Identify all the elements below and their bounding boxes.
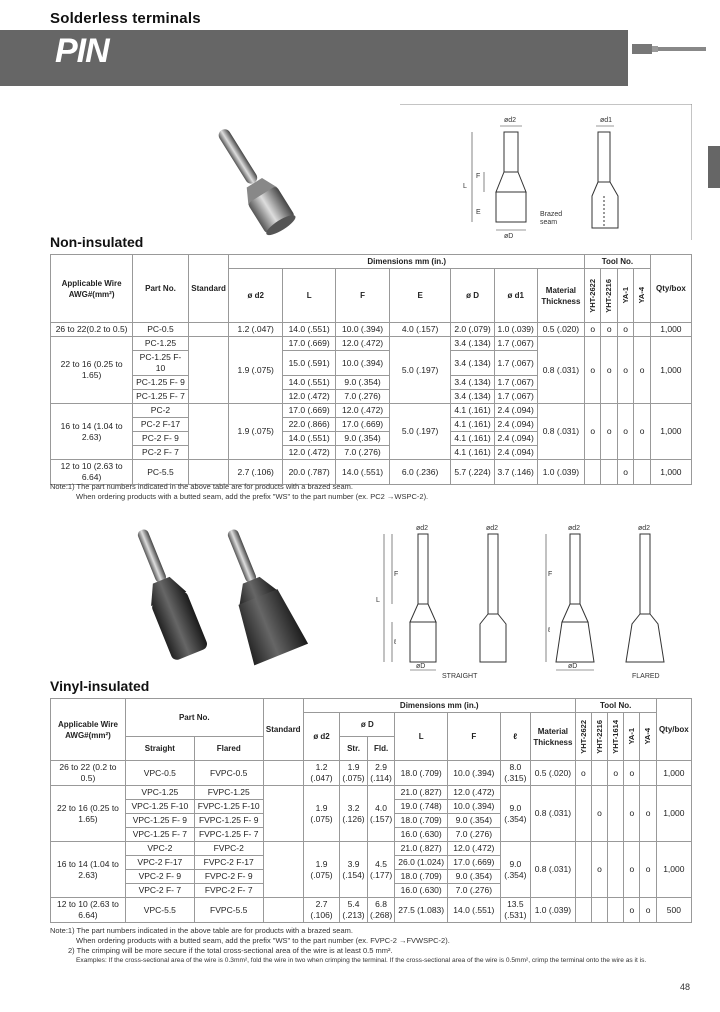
tool-header: YHT-2216 <box>604 278 614 313</box>
header-subtitle: Solderless terminals <box>50 10 201 27</box>
col-flared: Flared <box>194 737 263 761</box>
table-row: VPC-1.25 F- 9 FVPC-1.25 F- 9 18.0 (.709) 9.0 (.354) <box>51 814 692 828</box>
table-row: 16 to 14 (1.04 to 2.63) VPC-2 FVPC-2 1.9 (.075) 3.9 (.154) 4.5 (.177) 21.0 (.827) 12.0 (.472) 9.0 (.354) 0.8 (.031) o o o 1,000 <box>51 842 692 856</box>
table-row: 26 to 22(0.2 to 0.5) PC-0.5 1.2 (.047) 14.0 (.551) 10.0 (.394) 4.0 (.157) 2.0 (.079) 1.0 (.039) 0.5 (.020) o o o 1,000 <box>51 323 692 337</box>
col-f: F <box>336 269 389 323</box>
tool-header: YA-4 <box>643 728 653 745</box>
tool-header: YA-1 <box>620 287 630 304</box>
table-row: 22 to 16 (0.25 to 1.65) VPC-1.25 FVPC-1.25 1.9 (.075) 3.2 (.126) 4.0 (.157) 21.0 (.827) 12.0 (.472) 9.0 (.354) 0.8 (.031) o o o 1,000 <box>51 786 692 800</box>
tool-header: YHT-2622 <box>578 719 588 754</box>
non-insulated-table <box>50 254 692 485</box>
table-row: VPC-1.25 F- 7 FVPC-1.25 F- 7 16.0 (.630) 7.0 (.276) <box>51 828 692 842</box>
vlabel-l: L <box>376 597 380 604</box>
col-d2: ø d2 <box>303 713 339 761</box>
non-insulated-dimension-diagram <box>400 104 692 240</box>
col-material: Material Thickness <box>537 269 584 323</box>
table-row: VPC-2 F-17 FVPC-2 F-17 26.0 (1.024) 17.0 (.669) <box>51 856 692 870</box>
tool-header: YA-1 <box>627 728 637 745</box>
vinyl-insulated-terminal-photo <box>110 524 320 674</box>
vinyl-insulated-title: Vinyl-insulated <box>50 678 150 694</box>
section-side-tab <box>708 146 720 188</box>
vlabel-d2: ød2 <box>638 525 651 532</box>
vlabel-lengthl: ℓ <box>548 627 551 634</box>
table-row: 26 to 22 (0.2 to 0.5) VPC-0.5 FVPC-0.5 1.2 (.047) 1.9 (.075) 2.9 (.114) 18.0 (.709) 10.0 (.394) 8.0 (.315) 0.5 (.020) o o o 1,000 <box>51 761 692 786</box>
label-f: F <box>476 173 481 180</box>
col-lengthl: ℓ <box>500 713 530 761</box>
note-line: Note:1) The part numbers indicated in the above table are for products with a brazed seam. <box>50 926 353 935</box>
col-l: L <box>395 713 448 761</box>
vlabel-d: øD <box>568 663 578 670</box>
col-str: Str. <box>340 737 368 761</box>
pin-terminal-icon <box>632 42 708 56</box>
col-tool: Tool No. <box>585 255 651 269</box>
col-wire: Applicable Wire AWG#(mm²) <box>51 255 133 323</box>
col-d: ø D <box>340 713 395 737</box>
table-row: 16 to 14 (1.04 to 2.63) PC-2 1.9 (.075) 17.0 (.669) 12.0 (.472) 5.0 (.197) 4.1 (.161) 2.4 (.094) 0.8 (.031) o o o o 1,000 <box>51 404 692 418</box>
label-d2: ød2 <box>504 117 517 124</box>
note-line: When ordering products with a butted seam, add the prefix "WS" to the part number (ex. PC2 →WSPC-2). <box>76 492 429 501</box>
table-row: VPC-2 F- 7 FVPC-2 F- 7 16.0 (.630) 7.0 (.276) <box>51 884 692 898</box>
table-row: 12 to 10 (2.63 to 6.64) PC-5.5 2.7 (.106) 20.0 (.787) 14.0 (.551) 6.0 (.236) 5.7 (.224) 3.7 (.146) 1.0 (.039) o 1,000 <box>51 460 692 485</box>
note-line: When ordering products with a butted seam, add the prefix "WS" to the part number (ex. FVPC-2 →FVWSPC-2). <box>76 936 450 945</box>
col-material: Material Thickness <box>531 713 576 761</box>
tool-header: YHT-2622 <box>588 278 598 313</box>
col-straight: Straight <box>125 737 194 761</box>
vinyl-insulated-table <box>50 698 692 923</box>
table-row: 12 to 10 (2.63 to 6.64) VPC-5.5 FVPC-5.5 2.7 (.106) 5.4 (.213) 6.8 (.268) 27.5 (1.083) 14.0 (.551) 13.5 (.531) 1.0 (.039) o o 500 <box>51 898 692 923</box>
label-seam: seam <box>540 219 558 226</box>
vlabel-f: F <box>394 571 399 578</box>
col-d2: ø d2 <box>229 269 282 323</box>
label-d1: ød1 <box>600 117 613 124</box>
vinyl-insulated-notes <box>50 926 646 966</box>
page-title: PIN <box>55 32 109 70</box>
col-e: E <box>389 269 451 323</box>
col-d: ø D <box>451 269 494 323</box>
table-row: 22 to 16 (0.25 to 1.65) PC-1.25 1.9 (.075) 17.0 (.669) 12.0 (.472) 5.0 (.197) 3.4 (.134) 1.7 (.067) 0.8 (.031) o o o o 1,000 <box>51 337 692 351</box>
label-l: L <box>463 183 467 190</box>
non-insulated-terminal-photo <box>200 120 310 240</box>
table-row: PC-1.25 F- 7 12.0 (.472) 7.0 (.276) 3.4 (.134) 1.7 (.067) <box>51 390 692 404</box>
note-line: Note:1) The part numbers indicated in the above table are for products with a brazed seam. <box>50 482 353 491</box>
col-tool: Tool No. <box>575 699 656 713</box>
note-line: Examples: If the cross-sectional area of the wire is 0.3mm², fold the wire in two when crimping the terminal. If the cross-sectional area of the wire is 0.5mm², crimp the terminal onto the wire as it is. <box>76 957 647 964</box>
table-row: VPC-2 F- 9 FVPC-2 F- 9 18.0 (.709) 9.0 (.354) <box>51 870 692 884</box>
table-row: PC-2 F- 7 12.0 (.472) 7.0 (.276) 4.1 (.161) 2.4 (.094) <box>51 446 692 460</box>
page-number: 48 <box>679 982 690 992</box>
col-qty: Qty/box <box>656 699 691 761</box>
col-d1: ø d1 <box>494 269 537 323</box>
vlabel-d2: ød2 <box>568 525 581 532</box>
col-dims: Dimensions mm (in.) <box>303 699 575 713</box>
col-l: L <box>282 269 335 323</box>
non-insulated-title: Non-insulated <box>50 234 144 250</box>
col-standard: Standard <box>263 699 303 761</box>
vlabel-lengthl: ℓ <box>394 639 397 646</box>
col-part: Part No. <box>125 699 263 737</box>
label-brazed: Brazed <box>540 211 563 218</box>
note-line: 2) The crimping will be more secure if the total cross-sectional area of the wire is at least 0.5 mm². <box>68 946 393 955</box>
table-row: PC-1.25 F-10 15.0 (.591) 10.0 (.394) 3.4 (.134) 1.7 (.067) <box>51 351 692 376</box>
vlabel-d: øD <box>416 663 426 670</box>
vlabel-straight: STRAIGHT <box>442 673 478 680</box>
label-d: øD <box>504 233 514 240</box>
tool-header: YHT-1614 <box>611 719 621 754</box>
vinyl-insulated-dimension-diagram <box>370 520 700 680</box>
col-wire: Applicable Wire AWG#(mm²) <box>51 699 126 761</box>
tool-header: YA-4 <box>637 287 647 304</box>
table-row: PC-2 F-17 22.0 (.866) 17.0 (.669) 4.1 (.161) 2.4 (.094) <box>51 418 692 432</box>
vlabel-d2: ød2 <box>416 525 429 532</box>
col-part: Part No. <box>133 255 189 323</box>
tool-header: YHT-2216 <box>594 719 604 754</box>
table-row: PC-2 F- 9 14.0 (.551) 9.0 (.354) 4.1 (.161) 2.4 (.094) <box>51 432 692 446</box>
vlabel-d2: ød2 <box>486 525 499 532</box>
table-row: VPC-1.25 F-10 FVPC-1.25 F-10 19.0 (.748) 10.0 (.394) <box>51 800 692 814</box>
title-banner <box>0 30 628 86</box>
non-insulated-notes <box>50 482 428 502</box>
table-row: PC-1.25 F- 9 14.0 (.551) 9.0 (.354) 3.4 (.134) 1.7 (.067) <box>51 376 692 390</box>
vlabel-f: F <box>548 571 553 578</box>
col-qty: Qty/box <box>650 255 691 323</box>
col-dims: Dimensions mm (in.) <box>229 255 585 269</box>
col-fld: Fld. <box>367 737 395 761</box>
col-f: F <box>448 713 501 761</box>
col-standard: Standard <box>188 255 229 323</box>
vlabel-flared: FLARED <box>632 673 660 680</box>
label-e: E <box>476 209 481 216</box>
